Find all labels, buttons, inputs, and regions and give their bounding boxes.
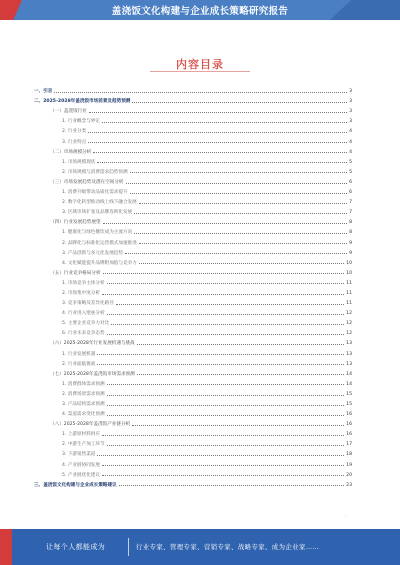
footer-banner xyxy=(0,529,400,565)
toc-entry-label: 1. 行业发展机遇 xyxy=(62,351,96,357)
toc-dot-leader xyxy=(97,161,347,163)
toc-entry-page: 5 xyxy=(349,169,352,175)
toc-entry[interactable] xyxy=(34,306,352,316)
toc-entry-label: （四）行业发展趋势展望 xyxy=(50,220,101,226)
toc-dot-leader xyxy=(132,101,347,103)
toc-entry-label: 一、引言 xyxy=(34,89,53,95)
toc-entry-label: 5. 产业链优化建议 xyxy=(62,472,101,478)
toc-dot-leader xyxy=(89,111,347,113)
table-of-contents xyxy=(34,84,352,488)
toc-entry-page: 4 xyxy=(349,149,352,155)
toc-dot-leader xyxy=(139,242,347,244)
toc-entry[interactable] xyxy=(34,457,352,467)
toc-entry-label: 1. 消费升级带动品质化需求提升 xyxy=(62,190,128,196)
toc-dot-leader xyxy=(102,464,344,466)
toc-entry[interactable] xyxy=(34,94,352,104)
toc-entry-page: 6 xyxy=(349,179,352,185)
toc-dot-leader xyxy=(102,474,344,476)
toc-entry-label: （二）市场规模分析 xyxy=(50,149,92,155)
header-banner xyxy=(0,0,400,20)
toc-entry-page: 10 xyxy=(346,260,352,266)
footer-tagline: 让每个人都能成为 xyxy=(46,543,106,551)
toc-entry-label: 2. 中游生产加工环节 xyxy=(62,442,105,448)
toc-entry[interactable] xyxy=(34,296,352,306)
toc-title-underline xyxy=(150,71,250,72)
toc-dot-leader xyxy=(130,192,347,194)
toc-entry-label: 2. 品牌化与标准化运营模式加速推进 xyxy=(62,240,137,246)
toc-dot-leader xyxy=(93,151,347,153)
toc-entry[interactable] xyxy=(34,165,352,175)
toc-entry-label: 1. 消费群体需求预测 xyxy=(62,381,105,387)
report-title: 盖浇饭文化构建与企业成长策略研究报告 xyxy=(111,6,289,17)
toc-entry-label: （三）市场发展趋势及潜在空间分析 xyxy=(50,179,124,185)
toc-entry-page: 8 xyxy=(349,220,352,226)
toc-entry-page: 9 xyxy=(349,250,352,256)
toc-dot-leader xyxy=(102,121,347,123)
toc-entry-page: 16 xyxy=(346,422,352,428)
toc-dot-leader xyxy=(125,252,347,254)
toc-entry-label: 2. 行业分类 xyxy=(62,129,87,135)
toc-dot-leader xyxy=(54,91,347,93)
toc-entry[interactable] xyxy=(34,266,352,276)
toc-dot-leader xyxy=(139,202,347,204)
toc-entry-page: 13 xyxy=(346,341,352,347)
toc-dot-leader xyxy=(107,444,345,446)
toc-entry[interactable] xyxy=(34,276,352,286)
toc-dot-leader xyxy=(137,373,344,375)
toc-dot-leader xyxy=(139,262,344,264)
toc-entry-label: 1. 市场规模现状 xyxy=(62,159,96,165)
toc-entry-page: 11 xyxy=(346,301,352,307)
toc-entry-page: 4 xyxy=(349,129,352,135)
toc-entry-label: 2. 市场规模与消费需求趋势预测 xyxy=(62,169,128,175)
toc-entry-page: 16 xyxy=(346,432,352,438)
toc-entry[interactable] xyxy=(34,367,352,377)
footer-red-accent xyxy=(0,529,12,565)
toc-entry[interactable] xyxy=(34,336,352,346)
toc-dot-leader xyxy=(103,222,348,224)
toc-dot-leader xyxy=(130,171,347,173)
toc-dot-leader xyxy=(88,141,347,143)
toc-entry-page: 16 xyxy=(346,412,352,418)
toc-entry[interactable] xyxy=(34,417,352,427)
toc-entry[interactable] xyxy=(34,346,352,356)
toc-entry-page: 12 xyxy=(346,321,352,327)
toc-entry-label: 3. 行业特点 xyxy=(62,139,87,145)
toc-entry-page: 3 xyxy=(349,89,352,95)
toc-entry-label: 1. 健康化与绿色餐饮成为主流方向 xyxy=(62,230,133,236)
toc-dot-leader xyxy=(134,232,347,234)
toc-entry-page: 15 xyxy=(346,391,352,397)
toc-dot-leader xyxy=(111,323,344,325)
toc-entry-label: 3. 产品结构需求预测 xyxy=(62,402,105,407)
toc-entry[interactable] xyxy=(34,195,352,205)
toc-entry[interactable] xyxy=(34,246,352,256)
toc-entry[interactable] xyxy=(34,316,352,326)
toc-dot-leader xyxy=(107,282,345,284)
toc-entry-page: 23 xyxy=(346,482,352,488)
toc-entry-page: 12 xyxy=(346,311,352,317)
toc-entry-page: 7 xyxy=(349,200,352,206)
toc-entry-label: 3. 下游销售渠道 xyxy=(62,452,96,458)
toc-entry-label: 4. 文化赋能提升品牌附加值与竞争力 xyxy=(62,260,137,266)
toc-title: 内容目录 xyxy=(176,58,224,71)
toc-entry[interactable] xyxy=(34,175,352,185)
toc-entry-page: 7 xyxy=(349,210,352,216)
toc-entry-page: 3 xyxy=(349,119,352,125)
toc-dot-leader xyxy=(97,454,344,456)
toc-entry[interactable] xyxy=(34,397,352,407)
toc-entry[interactable] xyxy=(34,205,352,215)
footer-divider xyxy=(128,538,129,556)
toc-entry[interactable] xyxy=(34,377,352,387)
toc-entry[interactable] xyxy=(34,286,352,296)
toc-entry-label: 2. 数字化转型推动线上线下融合发展 xyxy=(62,200,137,206)
toc-entry-label: 2. 消费场景需求预测 xyxy=(62,391,105,397)
toc-entry-page: 13 xyxy=(346,351,352,357)
toc-entry[interactable] xyxy=(34,468,352,478)
toc-dot-leader xyxy=(132,424,344,426)
toc-entry-page: 10 xyxy=(346,270,352,276)
toc-entry[interactable] xyxy=(34,104,352,114)
toc-entry-page: 15 xyxy=(346,402,352,407)
toc-entry-page: 11 xyxy=(346,290,352,296)
toc-dot-leader xyxy=(107,383,345,385)
toc-dot-leader xyxy=(107,404,345,406)
toc-entry[interactable] xyxy=(34,326,352,336)
toc-entry[interactable] xyxy=(34,427,352,437)
toc-entry-page: 8 xyxy=(349,230,352,236)
toc-entry[interactable] xyxy=(34,447,352,457)
toc-entry-label: 3. 竞争策略及差异化路径 xyxy=(62,301,114,307)
toc-dot-leader xyxy=(107,414,345,416)
toc-dot-leader xyxy=(107,313,345,315)
toc-entry[interactable] xyxy=(34,225,352,235)
toc-entry-label: （一）盖浇饭行业 xyxy=(50,109,87,115)
page-corner-mark: · xyxy=(345,514,347,519)
toc-entry-page: 12 xyxy=(346,331,352,337)
toc-entry-page: 6 xyxy=(349,190,352,196)
toc-entry[interactable] xyxy=(34,124,352,134)
toc-dot-leader xyxy=(107,394,345,396)
toc-entry-label: （八）2025-2028年盖浇饭产业链分析 xyxy=(50,422,131,428)
footer-audience: 行业专家、管理专家、营销专家、战略专家、成为企业家…… xyxy=(136,543,320,551)
toc-entry[interactable] xyxy=(34,407,352,417)
toc-entry-page: 17 xyxy=(346,442,352,448)
toc-entry-page: 14 xyxy=(346,371,352,377)
toc-entry[interactable] xyxy=(34,155,352,165)
toc-entry[interactable] xyxy=(34,478,352,488)
toc-dot-leader xyxy=(97,353,344,355)
toc-entry[interactable] xyxy=(34,437,352,447)
toc-entry[interactable] xyxy=(34,84,352,94)
toc-entry-label: 4. 行业进入壁垒分析 xyxy=(62,311,105,317)
toc-entry-label: 5. 主要企业竞争力对比 xyxy=(62,321,110,327)
toc-entry[interactable] xyxy=(34,145,352,155)
toc-entry-label: 二、2025-2028年盖浇饭市场前景及趋势预测 xyxy=(34,99,131,105)
toc-entry-page: 14 xyxy=(346,381,352,387)
toc-dot-leader xyxy=(102,434,344,436)
toc-entry-label: 2. 行业面临挑战 xyxy=(62,361,96,367)
toc-entry-page: 3 xyxy=(349,99,352,105)
toc-dot-leader xyxy=(103,272,345,274)
toc-entry-label: （七）2025-2028年盖浇饭市场需求预测 xyxy=(50,371,135,377)
toc-dot-leader xyxy=(102,293,344,295)
toc-entry-label: 6. 行业未来竞争态势 xyxy=(62,331,105,337)
toc-entry-page: 4 xyxy=(349,139,352,145)
toc-entry[interactable] xyxy=(34,235,352,245)
toc-entry-page: 3 xyxy=(349,109,352,115)
toc-entry-page: 19 xyxy=(346,462,352,468)
toc-dot-leader xyxy=(107,333,345,335)
toc-entry-page: 20 xyxy=(346,472,352,478)
toc-entry-page: 13 xyxy=(346,361,352,367)
toc-dot-leader xyxy=(134,212,347,214)
toc-entry-label: 三、盖浇饭文化构建与企业成长策略建议 xyxy=(34,482,117,488)
toc-entry-label: 1. 市场竞争主体分析 xyxy=(62,280,105,286)
toc-dot-leader xyxy=(88,131,347,133)
toc-entry[interactable] xyxy=(34,185,352,195)
toc-entry[interactable] xyxy=(34,357,352,367)
toc-entry-label: 3. 产品创新与多元化发展趋势 xyxy=(62,250,123,256)
toc-dot-leader xyxy=(137,343,344,345)
toc-entry-label: 4. 渠道需求变化预测 xyxy=(62,412,105,418)
toc-entry-page: 11 xyxy=(346,280,352,286)
toc-dot-leader xyxy=(97,363,344,365)
toc-entry[interactable] xyxy=(34,114,352,124)
toc-entry-page: 9 xyxy=(349,240,352,246)
toc-entry-page: 18 xyxy=(346,452,352,458)
toc-entry-label: 4. 产业链协同发展 xyxy=(62,462,101,468)
toc-entry-label: （五）行业竞争格局分析 xyxy=(50,270,101,276)
toc-dot-leader xyxy=(119,484,344,486)
toc-entry-label: 2. 市场集中度分析 xyxy=(62,290,101,296)
toc-entry-label: 1. 上游原材料供应 xyxy=(62,432,101,438)
toc-dot-leader xyxy=(126,182,348,184)
toc-entry-label: （六）2025-2028年行业发展机遇与挑战 xyxy=(50,341,135,347)
toc-dot-leader xyxy=(116,303,344,305)
toc-entry-label: 3. 区域市场扩张及品牌连锁化发展 xyxy=(62,210,133,216)
toc-entry[interactable] xyxy=(34,134,352,144)
toc-entry[interactable] xyxy=(34,256,352,266)
toc-entry-label: 1. 行业概念与界定 xyxy=(62,119,101,125)
toc-entry[interactable] xyxy=(34,215,352,225)
toc-entry[interactable] xyxy=(34,387,352,397)
toc-entry-page: 5 xyxy=(349,159,352,165)
